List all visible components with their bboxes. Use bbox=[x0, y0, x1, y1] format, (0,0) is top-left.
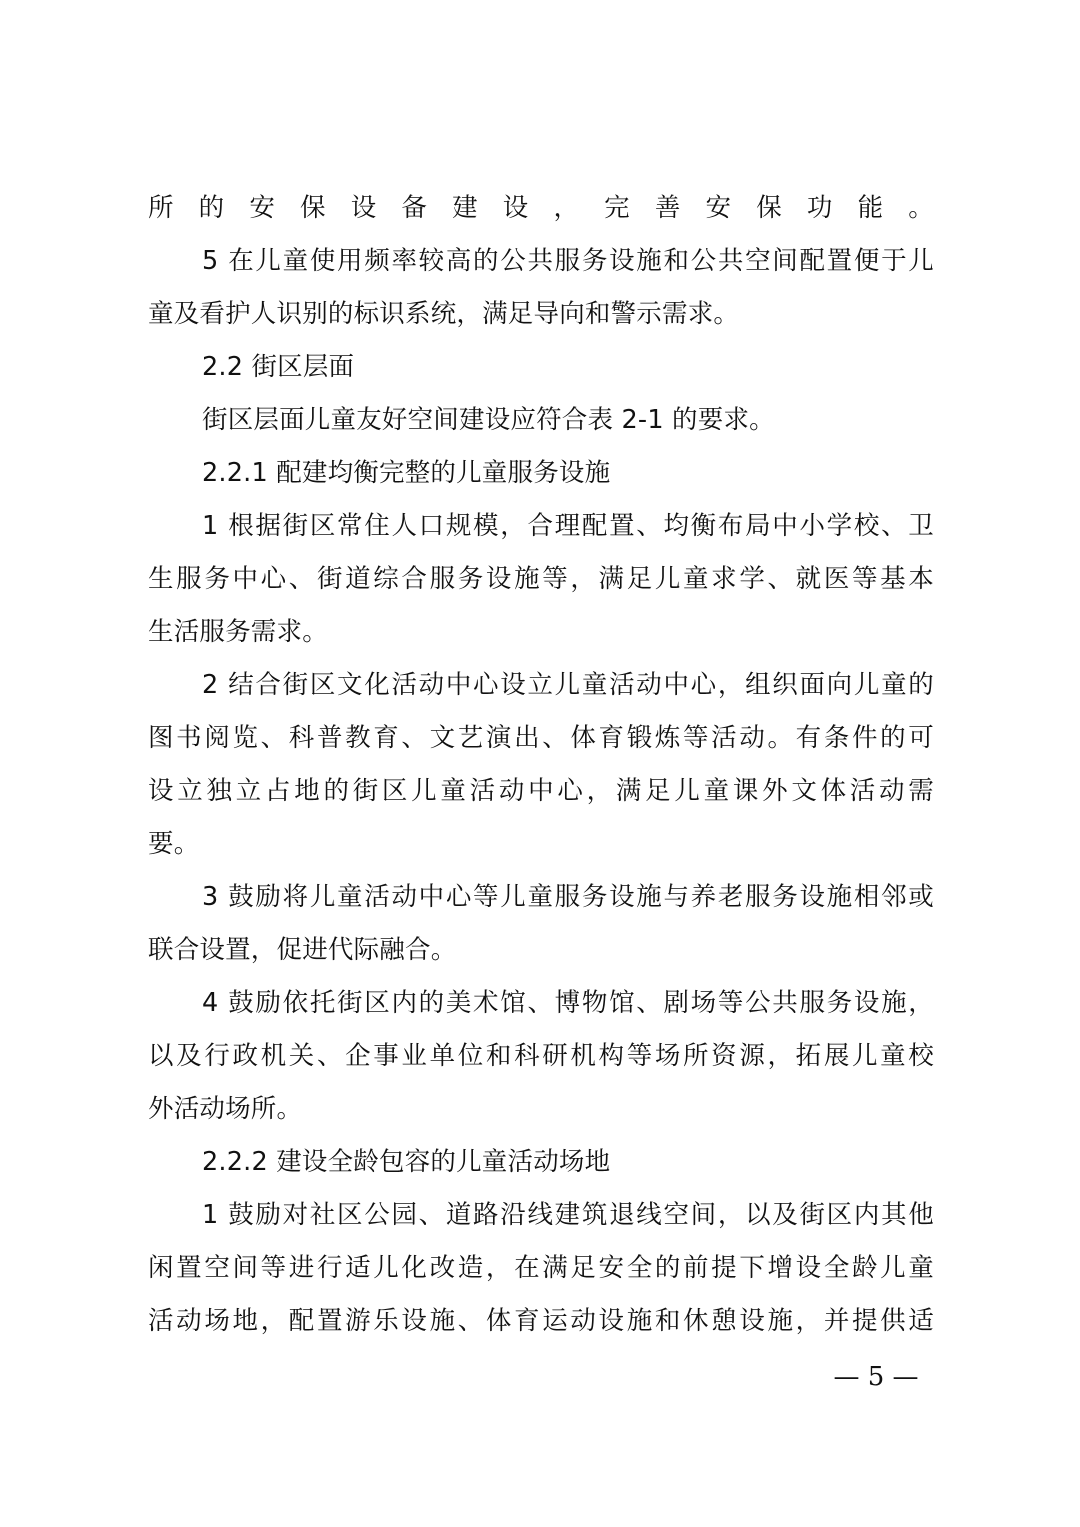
paragraph-line: 所的安保设备建设，完善安保功能。 bbox=[148, 193, 934, 223]
paragraph-line: 闲置空间等进行适儿化改造，在满足安全的前提下增设全龄儿童 bbox=[148, 1253, 934, 1283]
page-number: — 5 — bbox=[833, 1362, 919, 1392]
paragraph-line: 活动场地，配置游乐设施、体育运动设施和休憩设施，并提供适 bbox=[148, 1306, 934, 1336]
paragraph-line: 生服务中心、街道综合服务设施等，满足儿童求学、就医等基本 bbox=[148, 564, 934, 594]
paragraph-line: 外活动场所。 bbox=[148, 1094, 303, 1124]
section-heading-2-2-2: 2.2.2 建设全龄包容的儿童活动场地 bbox=[202, 1147, 611, 1177]
paragraph-line: 2 结合街区文化活动中心设立儿童活动中心，组织面向儿童的 bbox=[202, 670, 934, 700]
paragraph-line: 3 鼓励将儿童活动中心等儿童服务设施与养老服务设施相邻或 bbox=[202, 882, 934, 912]
paragraph-line: 图书阅览、科普教育、文艺演出、体育锻炼等活动。有条件的可 bbox=[148, 723, 934, 753]
paragraph-line: 联合设置，促进代际融合。 bbox=[148, 935, 457, 965]
paragraph-line: 生活服务需求。 bbox=[148, 617, 328, 647]
section-heading-2-2: 2.2 街区层面 bbox=[202, 352, 355, 382]
paragraph-line: 要。 bbox=[148, 829, 200, 859]
paragraph-line: 4 鼓励依托街区内的美术馆、博物馆、剧场等公共服务设施， bbox=[202, 988, 934, 1018]
paragraph-line: 5 在儿童使用频率较高的公共服务设施和公共空间配置便于儿 bbox=[202, 246, 934, 276]
document-page bbox=[148, 182, 934, 1348]
paragraph-line: 以及行政机关、企事业单位和科研机构等场所资源，拓展儿童校 bbox=[148, 1041, 934, 1071]
paragraph-line: 设立独立占地的街区儿童活动中心，满足儿童课外文体活动需 bbox=[148, 776, 934, 806]
paragraph-line: 街区层面儿童友好空间建设应符合表 2-1 的要求。 bbox=[202, 405, 775, 435]
section-heading-2-2-1: 2.2.1 配建均衡完整的儿童服务设施 bbox=[202, 458, 611, 488]
paragraph-line: 童及看护人识别的标识系统，满足导向和警示需求。 bbox=[148, 299, 740, 329]
paragraph-line: 1 鼓励对社区公园、道路沿线建筑退线空间，以及街区内其他 bbox=[202, 1200, 934, 1230]
paragraph-line: 1 根据街区常住人口规模，合理配置、均衡布局中小学校、卫 bbox=[202, 511, 934, 541]
